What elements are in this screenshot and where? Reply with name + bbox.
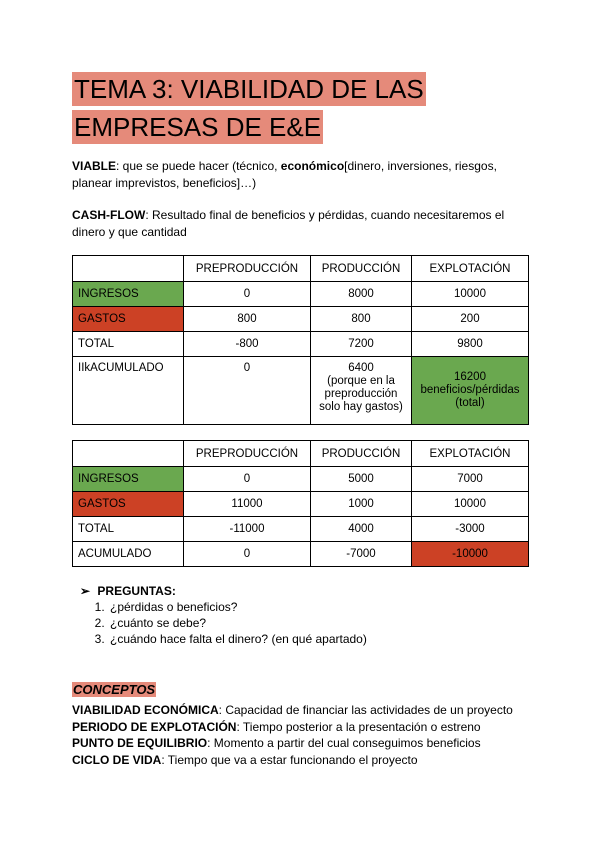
- row-label-gastos: GASTOS: [73, 307, 184, 332]
- table-row: [73, 332, 529, 357]
- table-cell: -3000: [412, 517, 529, 542]
- table-header-cell: EXPLOTACIÓN: [412, 441, 529, 467]
- table-cell: 800: [184, 307, 311, 332]
- table-cell: 0: [184, 357, 311, 425]
- table-cell: 4000: [311, 517, 412, 542]
- table-cell: -11000: [184, 517, 311, 542]
- list-item: 2. ¿cuánto se debe?: [108, 615, 367, 631]
- row-label-gastos: GASTOS: [73, 492, 184, 517]
- row-label-ingresos: INGRESOS: [73, 282, 184, 307]
- table-cell: 0: [184, 542, 311, 567]
- list-item: [72, 752, 513, 769]
- table-header-cell: [73, 256, 184, 282]
- concept-term: VIABILIDAD ECONÓMICA: [72, 703, 219, 717]
- page-title: [72, 72, 426, 144]
- viable-definition: [72, 158, 532, 192]
- table-cell: 16200 beneficios/pérdidas (total): [412, 357, 529, 425]
- table-header-cell: EXPLOTACIÓN: [412, 256, 529, 282]
- table-cell: 6400 (porque en la preproducción solo hay gastos): [311, 357, 412, 425]
- cashflow-definition: [72, 207, 532, 241]
- questions-heading: [72, 583, 367, 599]
- concept-term: CICLO DE VIDA: [72, 752, 162, 767]
- concept-text: : Capacidad de financiar las actividades de un proyecto: [218, 703, 513, 717]
- viable-text-2: [dinero, inversiones, riesgos, planear imprevistos, beneficios]…): [72, 159, 497, 190]
- cashflow-table-1: [72, 255, 529, 425]
- cashflow-table-2: [72, 440, 529, 567]
- row-label-acumulado: IIkACUMULADO: [73, 357, 184, 425]
- table-header-cell: PREPRODUCCIÓN: [184, 441, 311, 467]
- table-row: [73, 282, 529, 307]
- viable-term: VIABLE: [72, 159, 117, 173]
- questions-list: [72, 599, 367, 647]
- cashflow-term: CASH-FLOW: [72, 208, 146, 222]
- concepts-list: [72, 702, 513, 768]
- table-row: [73, 542, 529, 567]
- table-cell: 5000: [311, 467, 412, 492]
- title-line-2: EMPRESAS DE E&E: [74, 112, 322, 142]
- concept-term: PUNTO DE EQUILIBRIO: [72, 736, 208, 750]
- list-item: 1. ¿pérdidas o beneficios?: [108, 599, 367, 615]
- table-cell: 10000: [412, 492, 529, 517]
- table-cell: -7000: [311, 542, 412, 567]
- table-header-cell: PRODUCCIÓN: [311, 441, 412, 467]
- table-header-cell: PREPRODUCCIÓN: [184, 256, 311, 282]
- table-cell: 0: [184, 467, 311, 492]
- table-cell: 7000: [412, 467, 529, 492]
- row-label-ingresos: INGRESOS: [73, 467, 184, 492]
- table-cell: 11000: [184, 492, 311, 517]
- row-label-total: TOTAL: [73, 332, 184, 357]
- title-line-1: TEMA 3: VIABILIDAD DE LAS: [74, 74, 424, 104]
- table-row: [73, 492, 529, 517]
- table-header-cell: [73, 441, 184, 467]
- row-label-acumulado: ACUMULADO: [73, 542, 184, 567]
- viable-bold: económico: [280, 159, 345, 173]
- concepts-heading-text: CONCEPTOS: [73, 682, 156, 697]
- table-cell: 10000: [412, 282, 529, 307]
- table-row: [73, 307, 529, 332]
- cashflow-text: : Resultado final de beneficios y pérdidas, cuando necesitaremos el dinero y que cantidad: [72, 208, 505, 239]
- concept-text: : Tiempo que va a estar funcionando el proyecto: [161, 752, 418, 767]
- table-cell: 1000: [311, 492, 412, 517]
- table-cell: -800: [184, 332, 311, 357]
- table-header-row: [73, 441, 529, 467]
- table-row: [73, 357, 529, 425]
- concept-term: PERIODO DE EXPLOTACIÓN: [72, 719, 237, 734]
- list-item: [72, 702, 513, 719]
- viable-text: : que se puede hacer (técnico,: [116, 159, 281, 173]
- arrow-bullet-icon: ➢: [80, 584, 91, 598]
- table-row: [73, 517, 529, 542]
- questions-section: [72, 583, 367, 647]
- questions-heading-text: PREGUNTAS:: [97, 584, 176, 598]
- list-item: [72, 719, 513, 736]
- row-label-total: TOTAL: [73, 517, 184, 542]
- concept-text: : Tiempo posterior a la presentación o estreno: [236, 719, 481, 734]
- concept-text: : Momento a partir del cual conseguimos beneficios: [207, 736, 481, 750]
- table-cell: -10000: [412, 542, 529, 567]
- list-item: [72, 735, 513, 752]
- list-item: 3. ¿cuándo hace falta el dinero? (en qué apartado): [108, 631, 367, 647]
- table-row: [73, 467, 529, 492]
- table-cell: 800: [311, 307, 412, 332]
- concepts-heading: [72, 682, 156, 697]
- table-cell: 8000: [311, 282, 412, 307]
- table-cell: 200: [412, 307, 529, 332]
- table-cell: 7200: [311, 332, 412, 357]
- table-cell: 0: [184, 282, 311, 307]
- table-header-cell: PRODUCCIÓN: [311, 256, 412, 282]
- table-header-row: [73, 256, 529, 282]
- table-cell: 9800: [412, 332, 529, 357]
